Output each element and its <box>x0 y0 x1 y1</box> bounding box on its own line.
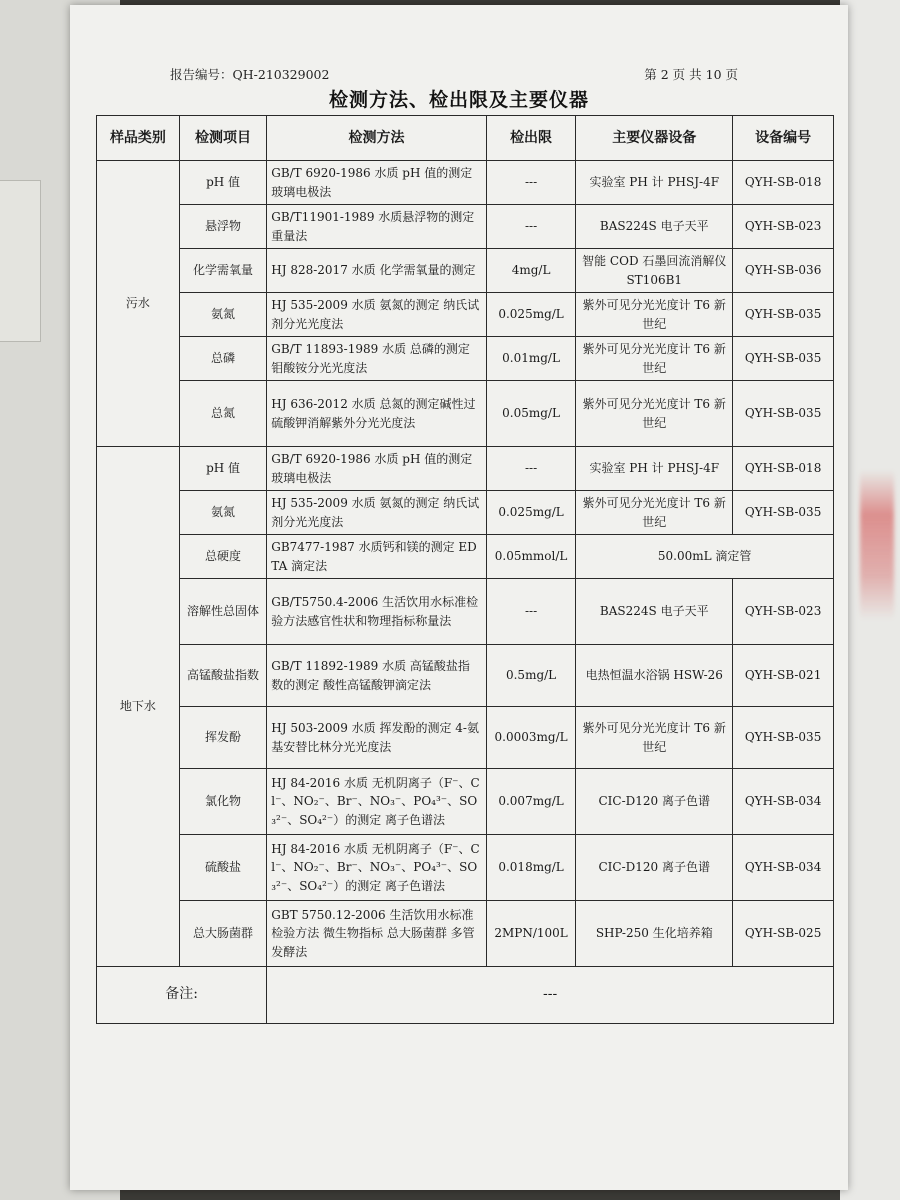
test-method: HJ 828-2017 水质 化学需氧量的测定 <box>267 249 487 293</box>
equipment-code: QYH-SB-035 <box>733 337 834 381</box>
detection-limit: 0.01mg/L <box>486 337 576 381</box>
instrument: 紫外可见分光光度计 T6 新世纪 <box>576 337 733 381</box>
detection-limit: 0.025mg/L <box>486 491 576 535</box>
instrument: BAS224S 电子天平 <box>576 205 733 249</box>
adjacent-page <box>840 0 900 1200</box>
report-header <box>170 65 738 83</box>
page-title: 检测方法、检出限及主要仪器 <box>328 89 589 111</box>
instrument: 紫外可见分光光度计 T6 新世纪 <box>576 381 733 447</box>
test-item: 高锰酸盐指数 <box>179 645 266 707</box>
instrument: 电热恒温水浴锅 HSW-26 <box>576 645 733 707</box>
test-item: 化学需氧量 <box>179 249 266 293</box>
test-item: 总硬度 <box>179 535 266 579</box>
equipment-code: QYH-SB-035 <box>733 491 834 535</box>
test-item: pH 值 <box>179 447 266 491</box>
test-item: 挥发酚 <box>179 707 266 769</box>
detection-limit: 4mg/L <box>486 249 576 293</box>
table-header-row <box>97 116 834 161</box>
detection-limit: --- <box>486 447 576 491</box>
test-method: GB7477-1987 水质钙和镁的测定 EDTA 滴定法 <box>267 535 487 579</box>
detection-limit: 0.0003mg/L <box>486 707 576 769</box>
detection-limit: --- <box>486 205 576 249</box>
instrument: CIC-D120 离子色谱 <box>576 835 733 901</box>
equipment-code: QYH-SB-018 <box>733 161 834 205</box>
test-method: GB/T 11893-1989 水质 总磷的测定 钼酸铵分光光度法 <box>267 337 487 381</box>
column-header: 检出限 <box>486 116 576 161</box>
table-row <box>97 901 834 967</box>
test-item: 氯化物 <box>179 769 266 835</box>
table-row <box>97 579 834 645</box>
table-body <box>97 161 834 1024</box>
report-number: 报告编号：QH-210329002 <box>170 67 330 82</box>
equipment-code: QYH-SB-036 <box>733 249 834 293</box>
table-row <box>97 249 834 293</box>
column-header: 检测方法 <box>267 116 487 161</box>
table-row <box>97 381 834 447</box>
equipment-code: QYH-SB-034 <box>733 769 834 835</box>
note-label: 备注: <box>97 967 267 1024</box>
equipment-code: QYH-SB-035 <box>733 293 834 337</box>
table-row <box>97 835 834 901</box>
table-row <box>97 447 834 491</box>
detection-limit: 2MPN/100L <box>486 901 576 967</box>
column-header: 主要仪器设备 <box>576 116 733 161</box>
detection-limit: --- <box>486 161 576 205</box>
equipment-code: QYH-SB-023 <box>733 579 834 645</box>
instrument: 实验室 PH 计 PHSJ-4F <box>576 447 733 491</box>
table-row <box>97 205 834 249</box>
test-item: pH 值 <box>179 161 266 205</box>
test-item: 氨氮 <box>179 293 266 337</box>
detection-limit: 0.5mg/L <box>486 645 576 707</box>
detection-limit: --- <box>486 579 576 645</box>
column-header: 样品类别 <box>97 116 180 161</box>
equipment-code: QYH-SB-035 <box>733 381 834 447</box>
detection-limit: 0.025mg/L <box>486 293 576 337</box>
test-item: 总氮 <box>179 381 266 447</box>
page-info: 第 2 页 共 10 页 <box>644 67 738 82</box>
test-item: 氨氮 <box>179 491 266 535</box>
test-method: GB/T 6920-1986 水质 pH 值的测定 玻璃电极法 <box>267 161 487 205</box>
detection-limit: 0.05mg/L <box>486 381 576 447</box>
table-row <box>97 645 834 707</box>
table-row <box>97 707 834 769</box>
detection-limit: 0.007mg/L <box>486 769 576 835</box>
instrument: BAS224S 电子天平 <box>576 579 733 645</box>
methods-table <box>96 115 834 1024</box>
instrument: 实验室 PH 计 PHSJ-4F <box>576 161 733 205</box>
instrument: 紫外可见分光光度计 T6 新世纪 <box>576 491 733 535</box>
table-row <box>97 293 834 337</box>
sample-category: 污水 <box>97 161 180 447</box>
table-row <box>97 161 834 205</box>
test-method: HJ 535-2009 水质 氨氮的测定 纳氏试剂分光光度法 <box>267 293 487 337</box>
test-item: 总大肠菌群 <box>179 901 266 967</box>
test-method: HJ 636-2012 水质 总氮的测定碱性过硫酸钾消解紫外分光光度法 <box>267 381 487 447</box>
detection-limit: 0.05mmol/L <box>486 535 576 579</box>
sample-category: 地下水 <box>97 447 180 967</box>
underlying-page-edge <box>0 180 41 342</box>
column-header: 检测项目 <box>179 116 266 161</box>
equipment-code: QYH-SB-034 <box>733 835 834 901</box>
table-row <box>97 535 834 579</box>
table-row <box>97 769 834 835</box>
table-row <box>97 337 834 381</box>
table-row <box>97 491 834 535</box>
report-sheet <box>70 5 848 1190</box>
test-item: 总磷 <box>179 337 266 381</box>
note-value: --- <box>267 967 834 1024</box>
test-method: GBT 5750.12-2006 生活饮用水标准检验方法 微生物指标 总大肠菌群 多管发酵法 <box>267 901 487 967</box>
test-item: 溶解性总固体 <box>179 579 266 645</box>
test-item: 悬浮物 <box>179 205 266 249</box>
instrument: CIC-D120 离子色谱 <box>576 769 733 835</box>
test-method: HJ 84-2016 水质 无机阴离子（F⁻、Cl⁻、NO₂⁻、Br⁻、NO₃⁻、PO₄³⁻、SO₃²⁻、SO₄²⁻）的测定 离子色谱法 <box>267 835 487 901</box>
instrument-merged: 50.00mL 滴定管 <box>576 535 834 579</box>
instrument: 智能 COD 石墨回流消解仪 ST106B1 <box>576 249 733 293</box>
test-method: GB/T 11892-1989 水质 高锰酸盐指数的测定 酸性高锰酸钾滴定法 <box>267 645 487 707</box>
detection-limit: 0.018mg/L <box>486 835 576 901</box>
equipment-code: QYH-SB-023 <box>733 205 834 249</box>
note-row <box>97 967 834 1024</box>
test-method: HJ 84-2016 水质 无机阴离子（F⁻、Cl⁻、NO₂⁻、Br⁻、NO₃⁻、PO₄³⁻、SO₃²⁻、SO₄²⁻）的测定 离子色谱法 <box>267 769 487 835</box>
instrument: 紫外可见分光光度计 T6 新世纪 <box>576 707 733 769</box>
column-header: 设备编号 <box>733 116 834 161</box>
test-method: GB/T11901-1989 水质悬浮物的测定 重量法 <box>267 205 487 249</box>
test-item: 硫酸盐 <box>179 835 266 901</box>
instrument: 紫外可见分光光度计 T6 新世纪 <box>576 293 733 337</box>
test-method: HJ 503-2009 水质 挥发酚的测定 4-氨基安替比林分光光度法 <box>267 707 487 769</box>
test-method: GB/T5750.4-2006 生活饮用水标准检验方法感官性状和物理指标称量法 <box>267 579 487 645</box>
test-method: HJ 535-2009 水质 氨氮的测定 纳氏试剂分光光度法 <box>267 491 487 535</box>
instrument: SHP-250 生化培养箱 <box>576 901 733 967</box>
test-method: GB/T 6920-1986 水质 pH 值的测定 玻璃电极法 <box>267 447 487 491</box>
equipment-code: QYH-SB-025 <box>733 901 834 967</box>
equipment-code: QYH-SB-021 <box>733 645 834 707</box>
equipment-code: QYH-SB-035 <box>733 707 834 769</box>
equipment-code: QYH-SB-018 <box>733 447 834 491</box>
red-stamp-fragment <box>860 470 894 620</box>
